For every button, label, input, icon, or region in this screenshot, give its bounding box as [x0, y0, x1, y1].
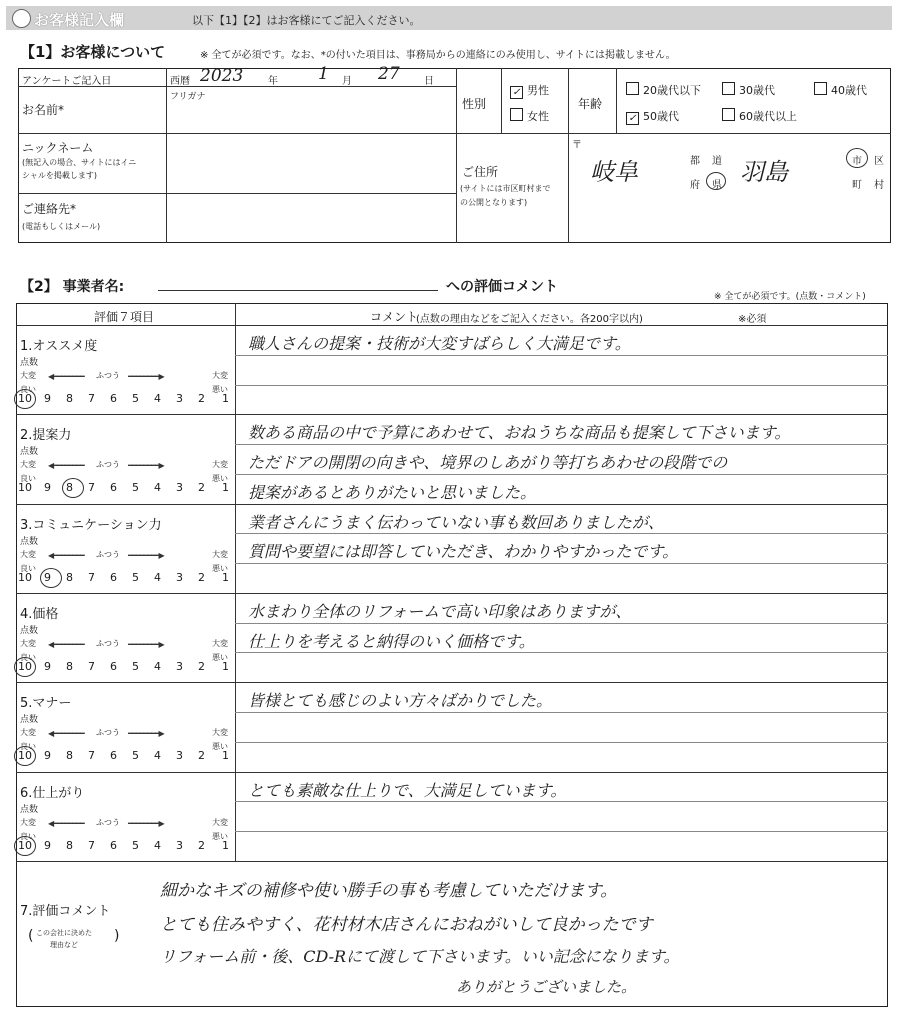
scale-arrow-right-icon: ━━━━━━━━▶: [128, 372, 164, 381]
year-label: 年: [268, 76, 278, 87]
comment-line: 職人さんの提案・技術が大変すばらしく大満足です。: [248, 334, 631, 353]
gender-male-label: 男性: [527, 84, 549, 97]
score-option[interactable]: 8: [66, 481, 73, 495]
bad-label-1: 大変: [212, 371, 228, 380]
great-label-2: 良い: [20, 474, 36, 484]
comment-line: 水まわり全体のリフォームで高い印象はありますが、: [248, 601, 632, 621]
bad-label-2: 悪い: [212, 474, 228, 484]
nickname-field[interactable]: [168, 135, 454, 191]
bad-label-1: 大変: [212, 728, 228, 738]
row-divider: [16, 772, 888, 773]
age-option-50s[interactable]: [626, 108, 679, 125]
bad-label-2: 悪い: [212, 652, 228, 662]
score-label: 点数: [20, 358, 39, 368]
score-option[interactable]: 6: [110, 659, 117, 673]
score-option[interactable]: 4: [154, 481, 161, 495]
age-50s-label: 50歳代: [643, 110, 679, 123]
score-label: 点数: [20, 804, 39, 815]
score-option[interactable]: 2: [198, 481, 205, 495]
age-40s-label: 40歳代: [831, 84, 867, 97]
great-label-2: 良い: [20, 831, 36, 841]
score-option[interactable]: 4: [154, 838, 161, 852]
score-option[interactable]: 8: [66, 659, 73, 673]
score-option[interactable]: 9: [44, 749, 51, 763]
section2-note: ※ 全てが必須です。(点数・コメント): [714, 292, 866, 302]
comment-line: 皆様とても感じのよい方々ばかりでした。: [248, 691, 553, 711]
item-title: 1.オススメ度: [20, 339, 98, 354]
survey-date-label: アンケートご記入日: [22, 76, 112, 87]
score-option[interactable]: 6: [110, 481, 117, 495]
city-suffix-1: 市: [852, 156, 862, 167]
score-option[interactable]: 3: [176, 392, 183, 405]
comment-line: 業者さんにうまく伝わっていない事も数回ありましたが、: [248, 512, 664, 532]
comment-line: 質問や要望には即答していただき、わかりやすかったです。: [248, 542, 679, 562]
score-option[interactable]: 3: [176, 838, 183, 852]
postal-mark: 〒: [572, 140, 582, 151]
great-label-1: 大変: [20, 549, 36, 559]
score-option[interactable]: 5: [132, 570, 139, 584]
great-label-1: 大変: [20, 371, 36, 380]
score-option[interactable]: 9: [44, 570, 51, 584]
form-header-title: お客様記入欄: [34, 11, 125, 29]
eval-comment-note-2: 理由など: [50, 941, 78, 949]
score-option[interactable]: 2: [198, 570, 205, 584]
row-divider: [16, 414, 888, 415]
bad-label-1: 大変: [212, 549, 228, 559]
score-option[interactable]: 3: [176, 659, 183, 673]
great-label-1: 大変: [20, 638, 36, 648]
score-option[interactable]: 10: [18, 481, 32, 495]
gender-male-checkbox[interactable]: [510, 86, 523, 99]
score-option[interactable]: 1: [222, 749, 229, 763]
row-divider: [16, 593, 888, 594]
age-60s-checkbox[interactable]: [722, 108, 735, 121]
score-label: 点数: [20, 447, 39, 458]
section2-heading: 【2】 事業者名:: [20, 279, 125, 295]
scale-arrow-left-icon: ◀━━━━━━━━: [48, 639, 84, 649]
col-items-header: 評価７項目: [94, 310, 155, 324]
furigana-label: フリガナ: [170, 92, 206, 102]
age-option-60s[interactable]: [722, 108, 797, 124]
age-40s-checkbox[interactable]: [814, 82, 827, 95]
business-name-field[interactable]: [158, 290, 438, 291]
prefecture-suffix-circle: [706, 172, 726, 190]
age-option-30s[interactable]: [722, 82, 775, 98]
bad-label-1: 大変: [212, 460, 228, 470]
eval-comment-title: 7.評価コメント: [20, 904, 111, 919]
score-option[interactable]: 10: [18, 749, 32, 763]
scale-arrow-right-icon: ━━━━━━━━▶: [128, 461, 164, 471]
name-field[interactable]: [168, 103, 454, 131]
score-option[interactable]: 7: [88, 749, 95, 763]
score-option[interactable]: 6: [110, 838, 117, 852]
scale-arrow-right-icon: ━━━━━━━━▶: [128, 729, 164, 739]
score-option[interactable]: 5: [132, 392, 139, 405]
eval-comment-line: ありがとうございました。: [456, 978, 637, 996]
section1-note: ※ 全てが必須です。なお、*の付いた項目は、事務局からの連絡にのみ使用し、サイトには掲載しません。: [200, 50, 676, 61]
score-option[interactable]: 5: [132, 659, 139, 673]
score-option[interactable]: 5: [132, 838, 139, 852]
score-option[interactable]: 5: [132, 749, 139, 763]
city-suffix-3: 町: [852, 180, 862, 191]
gender-female-label: 女性: [527, 110, 549, 123]
col-comment-header: コメント: [370, 310, 419, 324]
city-suffix-circle: [846, 148, 868, 168]
age-20s-checkbox[interactable]: [626, 82, 639, 95]
address-note-1: (サイトには市区町村まで: [460, 184, 551, 193]
score-label: 点数: [20, 625, 39, 636]
normal-label: ふつう: [96, 638, 120, 648]
normal-label: ふつう: [96, 371, 120, 380]
survey-day-value[interactable]: 27: [378, 64, 400, 84]
eval-comment-note-1: この会社に決めた: [36, 929, 92, 937]
score-option[interactable]: 3: [176, 481, 183, 495]
score-option[interactable]: 4: [154, 659, 161, 673]
comment-line: 数ある商品の中で予算にあわせて、おねうちな商品も提案して下さいます。: [248, 423, 791, 443]
form-header-note: 以下【1】【2】はお客様にてご記入ください。: [192, 14, 421, 27]
address-note-2: の公開となります): [460, 198, 528, 207]
score-option[interactable]: 5: [132, 481, 139, 495]
score-option[interactable]: 8: [66, 570, 73, 584]
survey-year-value[interactable]: 2023: [200, 66, 244, 86]
score-option[interactable]: 9: [44, 838, 51, 852]
score-option[interactable]: 9: [44, 659, 51, 673]
score-option[interactable]: 7: [88, 481, 95, 495]
prefecture-suffix-4: 県: [712, 180, 722, 191]
comment-line: 提案があるとありがたいと思いました。: [248, 482, 537, 502]
eval-comment-paren-open: (: [28, 928, 34, 944]
score-option[interactable]: 2: [198, 749, 205, 763]
bad-label-1: 大変: [212, 638, 228, 648]
selected-score-circle: [14, 657, 36, 677]
address-label: ご住所: [462, 165, 499, 179]
city-suffix-2: 区: [874, 156, 884, 167]
prefecture-suffix-1: 都: [690, 156, 700, 167]
survey-month-value[interactable]: 1: [318, 64, 329, 84]
score-option[interactable]: 9: [44, 481, 51, 495]
selected-score-circle: [40, 568, 62, 588]
era-label: 西暦: [170, 76, 190, 87]
age-option-40s[interactable]: [814, 82, 867, 98]
normal-label: ふつう: [96, 460, 120, 470]
bad-label-2: 悪い: [212, 563, 228, 573]
row-divider: [16, 682, 888, 683]
score-option[interactable]: 2: [198, 659, 205, 673]
scale-arrow-left-icon: ◀━━━━━━━━: [48, 729, 84, 739]
scale-arrow-left-icon: ◀━━━━━━━━: [48, 818, 84, 828]
score-option[interactable]: 4: [154, 392, 161, 405]
score-option[interactable]: 2: [198, 838, 205, 852]
normal-label: ふつう: [96, 728, 120, 738]
item-title: 5.マナー: [20, 696, 72, 712]
score-option[interactable]: 9: [44, 392, 51, 405]
score-option[interactable]: 10: [18, 838, 32, 852]
bad-label-2: 悪い: [212, 742, 228, 752]
bullet-circle-icon: [12, 9, 31, 28]
scale-arrow-right-icon: ━━━━━━━━▶: [128, 550, 164, 560]
name-label: お名前*: [22, 103, 65, 117]
bad-label-1: 大変: [212, 817, 228, 827]
age-30s-label: 30歳代: [739, 84, 775, 97]
age-option-20s[interactable]: [626, 82, 701, 98]
scale-arrow-right-icon: ━━━━━━━━▶: [128, 639, 164, 649]
score-option[interactable]: 7: [88, 838, 95, 852]
contact-field[interactable]: [168, 195, 454, 241]
prefecture-suffix-3: 府: [690, 180, 700, 191]
score-option[interactable]: 8: [66, 838, 73, 852]
score-option[interactable]: 10: [18, 570, 32, 584]
score-label: 点数: [20, 715, 39, 726]
contact-label: ご連絡先*: [22, 202, 77, 216]
form-header-band: [6, 6, 892, 30]
day-label: 日: [424, 76, 434, 87]
gender-female-option[interactable]: [510, 108, 549, 124]
scale-arrow-left-icon: ◀━━━━━━━━: [48, 550, 84, 560]
eval-comment-line: 細かなキズの補修や使い勝手の事も考慮していただけます。: [160, 881, 618, 901]
gender-male-check: ✓: [512, 87, 521, 98]
score-option[interactable]: 1: [222, 392, 229, 405]
comment-line: とても素敵な仕上りで、大満足しています。: [248, 780, 567, 800]
great-label-1: 大変: [20, 460, 36, 470]
age-30s-checkbox[interactable]: [722, 82, 735, 95]
score-option[interactable]: 4: [154, 570, 161, 584]
score-option[interactable]: 2: [198, 392, 205, 405]
scale-arrow-right-icon: ━━━━━━━━▶: [128, 818, 164, 828]
col-comment-note: (点数の理由などをご記入ください。各200字以内): [416, 314, 643, 325]
great-label-2: 良い: [20, 385, 36, 394]
bad-label-2: 悪い: [212, 385, 228, 394]
score-option[interactable]: 1: [222, 838, 229, 852]
great-label-1: 大変: [20, 817, 36, 827]
great-label-1: 大変: [20, 728, 36, 738]
scale-arrow-left-icon: ◀━━━━━━━━: [48, 461, 84, 471]
score-option[interactable]: 10: [18, 392, 32, 405]
score-option[interactable]: 8: [66, 749, 73, 763]
nickname-note-2: シャルを掲載します): [22, 171, 97, 180]
selected-score-circle: [14, 389, 36, 409]
bad-label-2: 悪い: [212, 831, 228, 841]
city-suffix-4: 村: [874, 180, 884, 191]
score-option[interactable]: 6: [110, 392, 117, 405]
age-60s-label: 60歳代以上: [739, 110, 797, 123]
gender-female-checkbox[interactable]: [510, 108, 523, 121]
comment-line: ただドアの開閉の向きや、境界のしあがり等打ちあわせの段階での: [248, 453, 728, 473]
age-50s-checkbox[interactable]: [626, 112, 639, 125]
selected-score-circle: [14, 836, 36, 856]
nickname-note-1: (無記入の場合、サイトにはイニ: [22, 158, 137, 167]
age-20s-label: 20歳代以下: [643, 84, 701, 97]
row-divider: [16, 504, 888, 505]
prefecture-value[interactable]: 岐阜: [590, 158, 638, 186]
score-label: 点数: [20, 536, 39, 547]
great-label-2: 良い: [20, 652, 36, 662]
col-required-note: ※必須: [738, 314, 767, 325]
nickname-label: ニックネーム: [22, 141, 94, 155]
score-option[interactable]: 7: [88, 392, 95, 405]
gender-male-option[interactable]: [510, 82, 549, 99]
score-option[interactable]: 7: [88, 659, 95, 673]
score-option[interactable]: 1: [222, 659, 229, 673]
eval-comment-line: リフォーム前・後、CD-Rにて渡して下さいます。いい記念になります。: [160, 947, 680, 966]
score-option[interactable]: 6: [110, 749, 117, 763]
score-option[interactable]: 8: [66, 392, 73, 405]
contact-note: (電話もしくはメール): [22, 222, 101, 231]
city-value[interactable]: 羽島: [740, 158, 788, 186]
normal-label: ふつう: [96, 817, 120, 827]
prefecture-suffix-2: 道: [712, 156, 722, 167]
section1-heading: 【1】お客様について: [20, 43, 166, 61]
score-option[interactable]: 6: [110, 570, 117, 584]
great-label-2: 良い: [20, 563, 36, 573]
month-label: 月: [342, 76, 352, 87]
score-option[interactable]: 3: [176, 749, 183, 763]
score-option[interactable]: 10: [18, 659, 32, 673]
score-option[interactable]: 4: [154, 749, 161, 763]
score-option[interactable]: 1: [222, 570, 229, 584]
eval-comment-paren-close: ): [114, 928, 120, 944]
item-title: 6.仕上がり: [20, 785, 85, 801]
age-50s-check: ✓: [628, 113, 637, 124]
section2-heading-suffix: への評価コメント: [446, 279, 558, 295]
normal-label: ふつう: [96, 549, 120, 559]
score-option[interactable]: 3: [176, 570, 183, 584]
eval-comment-line: とても住みやすく、花村材木店さんにおねがいして良かったです: [160, 915, 653, 935]
scale-arrow-left-icon: ◀━━━━━━━━: [48, 372, 84, 381]
score-option[interactable]: 7: [88, 570, 95, 584]
comment-line: 仕上りを考えると納得のいく価格です。: [248, 631, 535, 651]
great-label-2: 良い: [20, 742, 36, 752]
gender-label: 性別: [462, 97, 487, 111]
score-option[interactable]: 1: [222, 481, 229, 495]
item-title: 4.価格: [20, 606, 59, 622]
item-title: 2.提案力: [20, 428, 72, 444]
age-label: 年齢: [578, 97, 603, 111]
item-title: 3.コミュニケーション力: [20, 517, 162, 533]
